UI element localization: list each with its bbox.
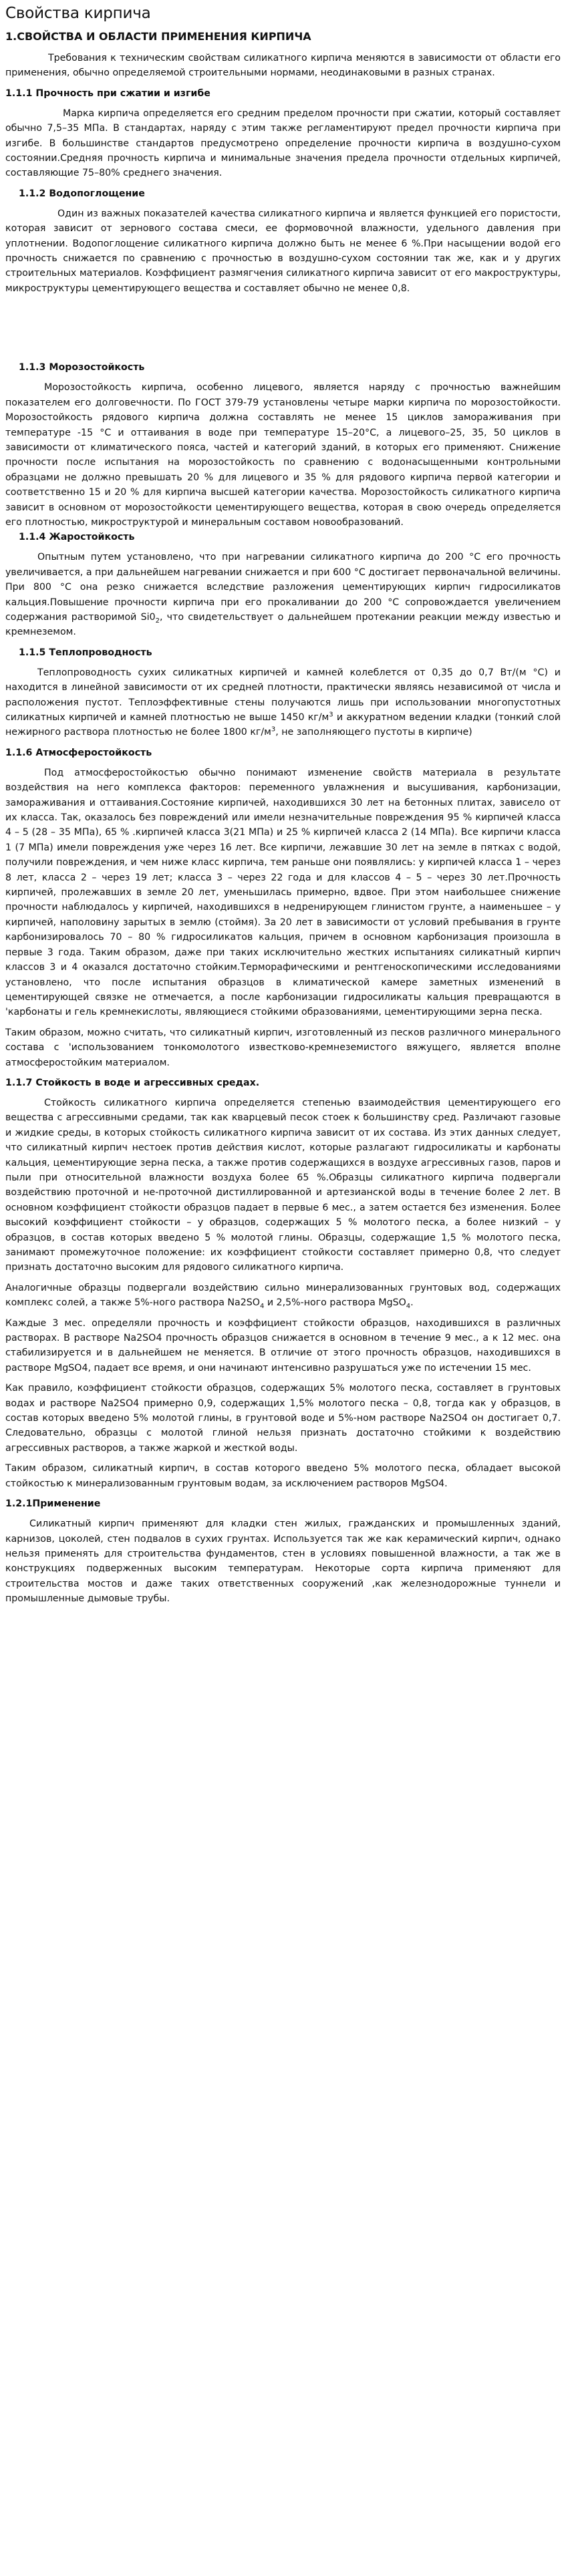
heading-frost-resistance: 1.1.3 Морозостойкость bbox=[19, 362, 145, 373]
paragraph-thermal-conductivity: Теплопроводность сухих силикатных кирпичей и камней колеблется от 0,35 до 0,7 Вт/(м °С) и находится в линейной зависимости от их средней плотности, практически являясь независимой от числа и расположения пустот. Теплоэффективные стены получаются лишь при использовании многопустотных силикатных кирпичей и камней плотностью не выше 1450 $кг/м^3$ и аккуратном ведении кладки (тонкий слой нежирного раствора плотностью не более 1800 $кг/м^3$, не заполняющего пустоты в кирпиче) bbox=[5, 667, 561, 738]
paragraph-weather-resistance-1: Под атмосферостойкостью обычно понимают изменение свойств материала в результате воздействия на него комплекса факторов: переменного увлажнения и высушивания, карбонизации, замораживания и оттаивания.Состояние кирпичей, находившихся 30 лет на бетонных плитах, зависело от их класса. Так, оказалось без повреждений или имели незначительные повреждения 95 % кирпичей класса 4 – 5 (28 – 35 МПа), 65 % .кирпичей класса 3(21 МПа) и 25 % кирпичей класса 2 (14 МПа). Все кирпичи класса 1 (7 МПа) имели повреждения уже через 16 лет. Все кирпичи, лежавшие 30 лет на земле в пятках с водой, получили повреждения, и чем ниже класс кирпича, тем раньше они появлялись: у кирпичей класса 1 – через 8 лет, класса 2 – через 19 лет; класса 3 – через 22 года и для классов 4 – 5 – через 30 лет.Прочность кирпичей, пролежавших в земле 20 лет, уменьшилась примерно, вдвое. При этом наибольшее снижение прочности наблюдалось у кирпичей, находившихся в недренирующем глинистом грунте, а наименьшее – у кирпичей, наполовину зарытых в землю (стоймя). За 20 лет в зависимости от условий пребывания в грунте карбонизировалось 70 – 80 % гидросиликатов кальция, причем в основном карбонизация произошла в первые 3 года. Таким образом, даже при таких исключительно жестких испытаниях силикатный кирпич классов 3 и 4 оказался достаточно стойким.Терморафическими и рентгеноскопическими исследованиями установлено, что после испытания образцов в климатической камере заметных изменений в цементирующей связке не отмечается, а после карбонизации гидросиликаты кальция превращаются в 'карбонаты и гель кремнекислоты, являющиеся стойкими образованиями, цементирующими зерна песка. bbox=[5, 767, 561, 1018]
paragraph-frost-resistance: Морозостойкость кирпича, особенно лицевого, является наряду с прочностью важнейшим показателем его долговечности. По ГОСТ 379-79 установлены четыре марки кирпича по морозостойкости. Морозостойкость рядового кирпича должна составлять не менее 15 циклов замораживания при температуре -15 °С и оттаивания в воде при температуре 15–20°С, а лицевого–25, 35, 50 циклов в зависимости от климатического пояса, частей и категорий зданий, в которых его применяют. Снижение прочности после испытания на морозостойкость по сравнению с водонасыщенными контрольными образцами не должно превышать 20 % для лицевого и 35 % для рядового кирпича первой категории и соответственно 15 и 20 % для кирпича высшей категории качества. Морозостойкость силикатного кирпича зависит в основном от морозостойкости цементирующего вещества, которая в свою очередь определяется его плотностью, микроструктурой и минеральным составом новообразований. bbox=[5, 382, 561, 528]
paragraph-aggressive-media-4: Как правило, коэффициент стойкости образцов, содержащих 5% молотого песка, составляет в грунтовых водах и растворе Na2SO4 примерно 0,9, содержащих 1,5% молотого песка – 0,8, тогда как у образцов, в состав которых введено 5% молотой глины, в грунтовой воде и 5%-ном растворе Na2SO4 он достигает 0,7. Следовательно, образцы с молотой глиной нельзя признать достаточно стойкими к воздействию агрессивных растворов, а также жаркой и жесткой воды. bbox=[5, 1383, 561, 1454]
paragraph-aggressive-media-2: Аналогичные образцы подвергали воздействию сильно минерализованных грунтовых вод, содержащих комплекс солей, а также 5%-ного раствора $Na2SO_4$ и 2,5%-ного раствора MgSO$_4$. bbox=[5, 1282, 561, 1311]
heading-compression-strength: 1.1.1 Прочность при сжатии и изгибе bbox=[5, 88, 210, 99]
paragraph-aggressive-media-3: Каждые 3 мес. определяли прочность и коэффициент стойкости образцов, находившихся в различных растворах. В растворе Na2SO4 прочность образцов снижается в основном в течение 9 мес., а к 12 мес. она стабилизируется и в дальнейшем не меняется. В отличие от этого прочность образцов, находившихся в растворе MgSO4, падает все время, и они начинают интенсивно разрушаться уже по истечении 15 мес. bbox=[5, 1317, 561, 1374]
heading-weather-resistance: 1.1.6 Атмосферостойкость bbox=[5, 747, 152, 758]
heading-thermal-conductivity: 1.1.5 Теплопроводность bbox=[19, 647, 152, 658]
paragraph-aggressive-media-5: Таким образом, силикатный кирпич, в состав которого введено 5% молотого песка, обладает высокой стойкостью к минерализованным грунтовым водам, за исключением растворов MgSO4. bbox=[5, 1463, 561, 1489]
heading-water-aggressive-media: 1.1.7 Стойкость в воде и агрессивных средах. bbox=[5, 1077, 260, 1088]
intro-paragraph: Требования к техническим свойствам силикатного кирпича меняются в зависимости от области его применения, обычно определяемой строительными нормами, неодинаковыми в разных странах. bbox=[5, 53, 561, 79]
page-title: Свойства кирпича bbox=[5, 5, 151, 22]
paragraph-compression-strength: Марка кирпича определяется его средним пределом прочности при сжатии, который составляет обычно 7,5–35 МПа. В стандартах, наряду с этим также регламентируют предел прочности кирпича при изгибе. В большинстве стандартов предусмотрено определение прочности кирпича в воздушно-сухом состоянии.Средняя прочность кирпича и минимальные значения предела прочности отдельных кирпичей, составляющие 75–80% среднего значения. bbox=[5, 108, 561, 179]
heading-water-absorption: 1.1.2 Водопоглощение bbox=[19, 188, 145, 199]
paragraph-heat-resistance: Опытным путем установлено, что при нагревании силикатного кирпича до 200 °С его прочность увеличивается, а при дальнейшем нагревании снижается и при 600 °С достигает первоначальной величины. При 800 °С она резко снижается вследствие разложения цементирующих кирпич гидросиликатов кальция.Повышение прочности кирпича при его прокаливании до 200 °С сопровождается увеличением содержания растворимой $Si0_2$, что свидетельствует о дальнейшем протекании реакции между известью и кремнеземом. bbox=[5, 552, 561, 638]
paragraph-weather-resistance-2: Таким образом, можно считать, что силикатный кирпич, изготовленный из песков различного минерального состава с 'использованием тонкомолотого известково-кремнеземистого вяжущего, является вполне атмосферостойким материалом. bbox=[5, 1027, 561, 1068]
paragraph-water-absorption: Один из важных показателей качества силикатного кирпича и является функцией его пористости, которая зависит от зернового состава смеси, ее формовочной влажности, удельного давления при уплотнении. Водопоглощение силикатного кирпича должно быть не менее 6 %.При насыщении водой его прочность снижается по сравнению с прочностью в воздушно-сухом состоянии так же, как и у других строительных материалов. Коэффициент размягчения силикатного кирпича зависит от его макроструктуры, микроструктуры цементирующего вещества и составляет обычно не менее 0,8. bbox=[5, 208, 561, 294]
heading-heat-resistance: 1.1.4 Жаростойкость bbox=[19, 532, 135, 543]
paragraph-aggressive-media-1: Стойкость силикатного кирпича определяется степенью взаимодействия цементирующего его вещества с агрессивными средами, так как кварцевый песок стоек к большинству сред. Различают газовые и жидкие среды, в которых стойкость силикатного кирпича зависит от их состава. Из этих данных следует, что силикатный кирпич нестоек против действия кислот, которые разлагают гидросиликаты и карбонаты кальция, цементирующие зерна песка, а также против содержащихся в воздухе агрессивных газов, паров и пыли при относительной влажности воздуха более 65 %.Образцы силикатного кирпича подвергали воздействию проточной и не-проточной дистиллированной и артезианской воды в течение более 2 лет. В основном коэффициент стойкости образцов падает в первые 6 мес., а затем остается без изменения. Более высокий коэффициент стойкости – у образцов, содержащих 5 % молотого песка, а более низкий – у образцов, в состав которых введено 5 % молотой глины. Образцы, содержащие 1,5 % молотого песка, занимают промежуточное положение: их коэффициент стойкости составляет примерно 0,8, что следует признать достаточно высоким для рядового силикатного кирпича. bbox=[5, 1097, 561, 1273]
section-title: 1.СВОЙСТВА И ОБЛАСТИ ПРИМЕНЕНИЯ КИРПИЧА bbox=[5, 30, 311, 43]
paragraph-application: Силикатный кирпич применяют для кладки стен жилых, гражданских и промышленных зданий, карнизов, цоколей, стен подвалов в сухих грунтах. Используется так же как керамический кирпич, однако нельзя применять для строительства фундаментов, стен в условиях повышенной влажности, а так же в конструкциях подверженных высоким температурам. Некоторые сорта кирпича применяют для строительства мостов и даже таких ответственных сооружений ,как железнодорожные туннели и промышленные дымовые трубы. bbox=[5, 1518, 561, 1605]
heading-application: 1.2.1Применение bbox=[5, 1498, 101, 1510]
